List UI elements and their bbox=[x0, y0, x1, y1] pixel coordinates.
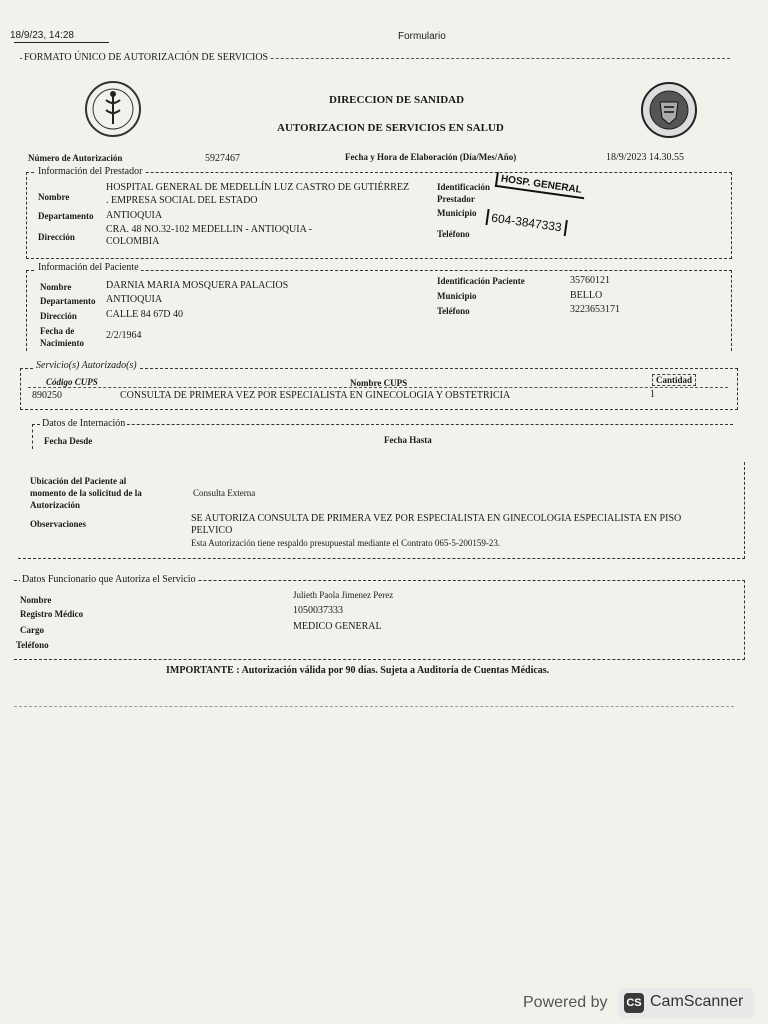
observaciones-label: Observaciones bbox=[30, 519, 86, 529]
col-nombre-cups: Nombre CUPS bbox=[350, 378, 408, 388]
paciente-section-title: Información del Paciente bbox=[38, 262, 139, 273]
paciente-depto-label: Departamento bbox=[40, 296, 96, 306]
elab-label: Fecha y Hora de Elaboración (Día/Mes/Año) bbox=[345, 152, 517, 162]
paciente-nombre-label: Nombre bbox=[40, 282, 72, 292]
prestador-ident-label-1: Identificación bbox=[437, 182, 490, 192]
auth-number-label: Número de Autorización bbox=[28, 153, 123, 163]
paciente-fecha: 2/2/1964 bbox=[106, 330, 142, 341]
col-cantidad: Cantidad bbox=[652, 374, 696, 386]
servicio-cantidad: 1 bbox=[650, 389, 655, 400]
prestador-nombre-label: Nombre bbox=[38, 192, 70, 202]
funcionario-cargo: MEDICO GENERAL bbox=[293, 621, 382, 632]
servicios-header-rule bbox=[28, 387, 728, 388]
auth-number: 5927467 bbox=[205, 153, 240, 164]
paciente-fecha-label-1: Fecha de bbox=[40, 326, 75, 336]
camscanner-brand: CamScanner bbox=[650, 993, 744, 1010]
camscanner-badge bbox=[618, 988, 754, 1018]
funcionario-nombre-label: Nombre bbox=[20, 595, 52, 605]
left-seal-logo bbox=[84, 80, 142, 138]
heading-autorizacion: AUTORIZACION DE SERVICIOS EN SALUD bbox=[277, 122, 504, 134]
form-top-label: FORMATO ÚNICO DE AUTORIZACIÓN DE SERVICIOS bbox=[24, 52, 269, 63]
heading-direccion: DIRECCION DE SANIDAD bbox=[329, 94, 465, 106]
paciente-municipio-label: Municipio bbox=[437, 291, 477, 301]
col-codigo-cups: Código CUPS bbox=[46, 377, 98, 387]
paciente-depto: ANTIOQUIA bbox=[106, 294, 163, 305]
prestador-nombre-line1: HOSPITAL GENERAL DE MEDELLÍN LUZ CASTRO DE GUTIÉRREZ bbox=[106, 182, 410, 193]
right-seal-logo bbox=[640, 80, 698, 140]
observaciones-line3: Esta Autorización tiene respaldo presupuestal mediante el Contrato 065-5-200159-23. bbox=[191, 538, 501, 548]
prestador-telefono-label: Teléfono bbox=[437, 229, 470, 239]
servicio-nombre: CONSULTA DE PRIMERA VEZ POR ESPECIALISTA EN GINECOLOGIA Y OBSTETRICIA bbox=[120, 390, 511, 401]
prestador-ident-label-2: Prestador bbox=[437, 194, 475, 204]
funcionario-registro: 1050037333 bbox=[293, 605, 343, 616]
prestador-municipio-label: Municipio bbox=[437, 208, 477, 218]
paciente-telefono: 3223653171 bbox=[570, 304, 620, 315]
ubicacion-value: Consulta Externa bbox=[193, 488, 256, 498]
prestador-depto: ANTIOQUIA bbox=[106, 210, 163, 221]
paciente-ident-label: Identificación Paciente bbox=[437, 276, 525, 286]
prestador-depto-label: Departamento bbox=[38, 211, 94, 221]
print-datetime: 18/9/23, 14:28 bbox=[10, 30, 74, 41]
funcionario-section-title: Datos Funcionario que Autoriza el Servicio bbox=[22, 574, 196, 585]
observaciones-line2: PELVICO bbox=[191, 525, 233, 536]
paciente-ident: 35760121 bbox=[570, 275, 610, 286]
scan-mark bbox=[14, 42, 109, 43]
ubicacion-label-3: Autorización bbox=[30, 500, 80, 510]
observaciones-line1: SE AUTORIZA CONSULTA DE PRIMERA VEZ POR ESPECIALISTA EN GINECOLOGIA ESPECIALISTA EN PISO bbox=[191, 513, 682, 524]
prestador-section-title: Información del Prestador bbox=[38, 166, 143, 177]
print-title: Formulario bbox=[398, 31, 446, 42]
internacion-section-title: Datos de Internación bbox=[42, 418, 126, 429]
servicios-section-title: Servicio(s) Autorizado(s) bbox=[36, 360, 137, 371]
servicios-box bbox=[20, 368, 738, 410]
prestador-direccion-label: Dirección bbox=[38, 232, 75, 242]
funcionario-telefono-label: Teléfono bbox=[16, 640, 49, 650]
prestador-direccion-line1: CRA. 48 NO.32-102 MEDELLIN - ANTIOQUIA - bbox=[106, 224, 313, 235]
ubicacion-label-2: momento de la solicitud de la bbox=[30, 488, 142, 498]
camscanner-logo-icon: CS bbox=[624, 993, 644, 1013]
stamp-hospital-name: HOSP. GENERAL bbox=[495, 172, 586, 199]
paciente-telefono-label: Teléfono bbox=[437, 306, 470, 316]
hospital-stamp bbox=[484, 169, 592, 250]
paciente-fecha-label-2: Nacimiento bbox=[40, 338, 84, 348]
powered-by-text: Powered by bbox=[523, 994, 608, 1011]
paciente-direccion-label: Dirección bbox=[40, 311, 77, 321]
paciente-municipio: BELLO bbox=[570, 290, 603, 301]
prestador-direccion-line2: COLOMBIA bbox=[106, 236, 160, 247]
funcionario-cargo-label: Cargo bbox=[20, 625, 44, 635]
funcionario-registro-label: Registro Médico bbox=[20, 609, 84, 619]
stamp-phone: 604-3847333 bbox=[485, 209, 567, 236]
bottom-rule bbox=[14, 706, 734, 707]
internacion-box bbox=[32, 424, 733, 449]
funcionario-nombre: Julieth Paola Jimenez Perez bbox=[293, 590, 394, 600]
servicio-codigo: 890250 bbox=[32, 390, 62, 401]
fecha-hasta-label: Fecha Hasta bbox=[384, 435, 432, 445]
paciente-direccion: CALLE 84 67D 40 bbox=[106, 309, 183, 320]
paciente-nombre: DARNIA MARIA MOSQUERA PALACIOS bbox=[106, 280, 289, 291]
prestador-nombre-line2: . EMPRESA SOCIAL DEL ESTADO bbox=[106, 195, 258, 206]
ubicacion-label-1: Ubicación del Paciente al bbox=[30, 476, 127, 486]
elab-value: 18/9/2023 14.30.55 bbox=[606, 152, 685, 163]
fecha-desde-label: Fecha Desde bbox=[44, 436, 93, 446]
important-note: IMPORTANTE : Autorización válida por 90 días. Sujeta a Auditoría de Cuentas Médicas. bbox=[166, 665, 550, 676]
